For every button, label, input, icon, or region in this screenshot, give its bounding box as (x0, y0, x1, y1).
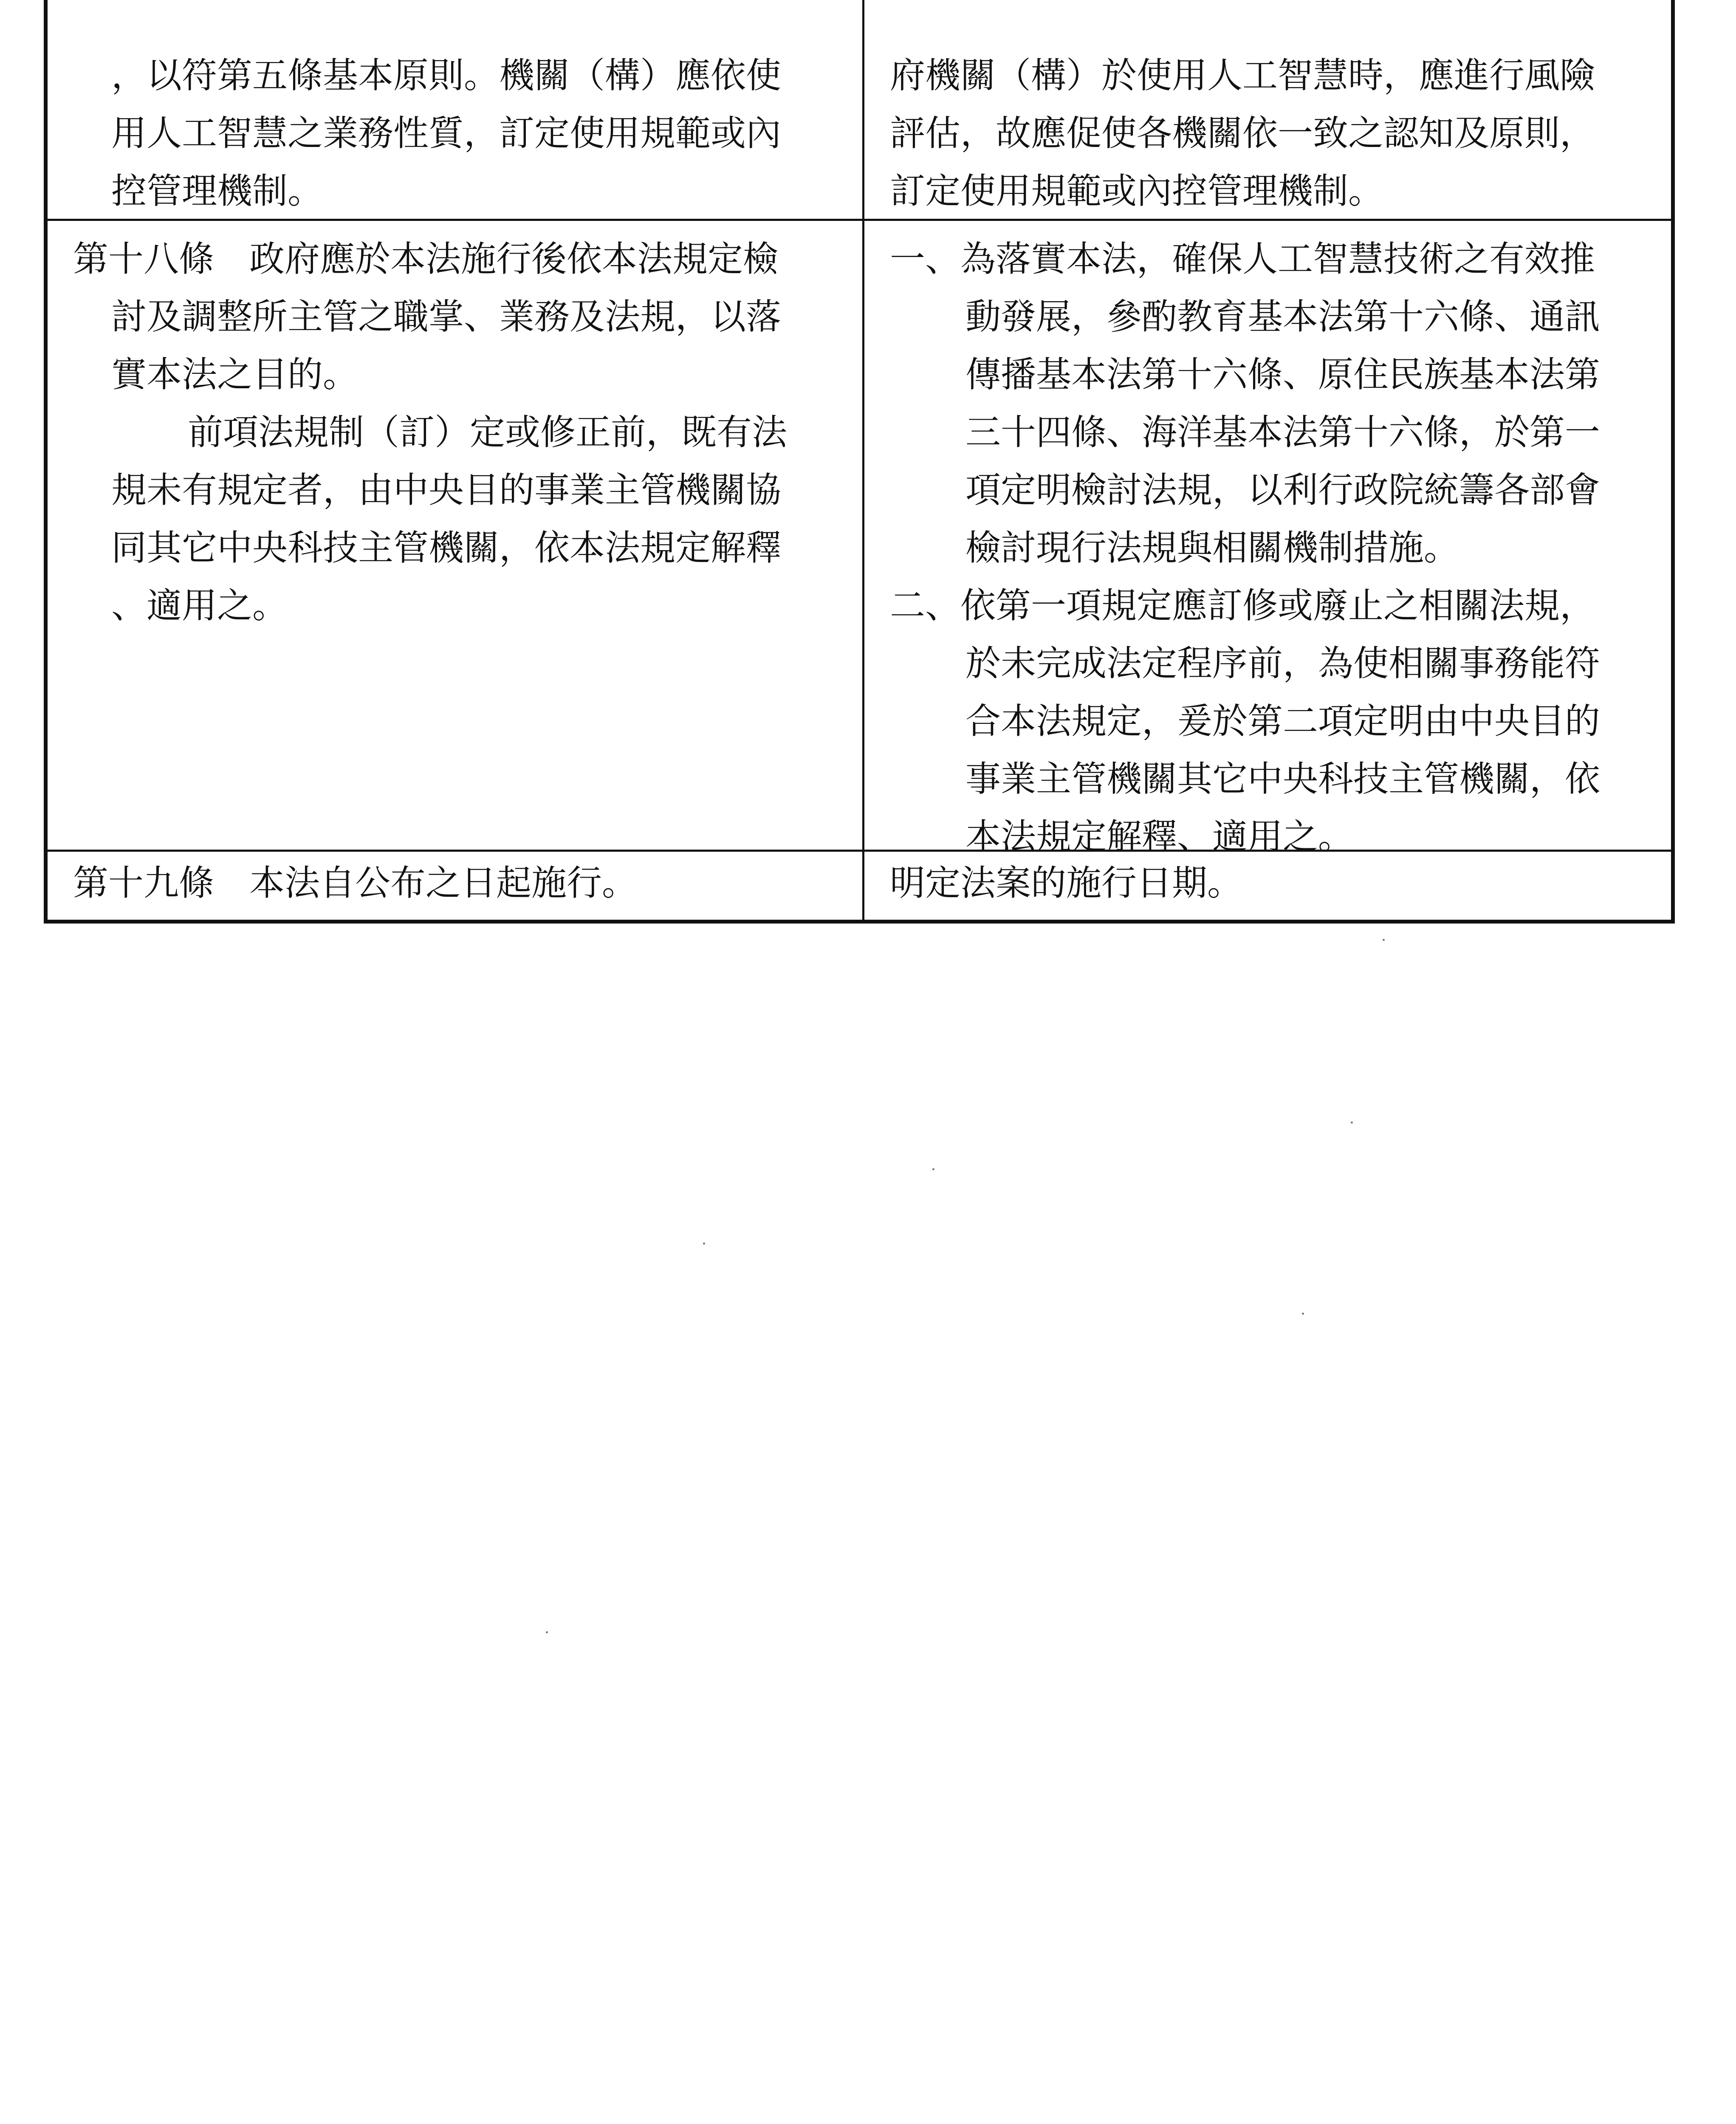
text-line: 合本法規定，爰於第二項定明由中央目的 (965, 700, 1600, 742)
text-line: 訂定使用規範或內控管理機制。 (890, 170, 1383, 212)
table-row (48, 0, 1671, 221)
text-line: 同其它中央科技主管機關，依本法規定解釋 (111, 527, 781, 568)
text-line: ，以符第五條基本原則。機關（構）應依使 (111, 55, 781, 96)
scan-speck (703, 1243, 705, 1245)
article-heading-line: 第十九條 本法自公布之日起施行。 (73, 862, 637, 904)
table-row (48, 852, 1671, 920)
explanation-cell (864, 0, 1671, 219)
text-line: 控管理機制。 (111, 170, 323, 212)
text-line: 三十四條、海洋基本法第十六條，於第一 (965, 412, 1600, 453)
scan-speck (1383, 939, 1385, 941)
article-text-cell (48, 0, 864, 219)
text-line: 項定明檢討法規，以利行政院統籌各部會 (965, 469, 1600, 511)
explanation-cell (864, 221, 1671, 857)
comparison-table (44, 0, 1675, 924)
article-text-cell (48, 852, 864, 920)
text-line: 府機關（構）於使用人工智慧時，應進行風險 (890, 55, 1595, 96)
text-line: 實本法之目的。 (111, 354, 358, 395)
text-line: 規未有規定者，由中央目的事業主管機關協 (111, 469, 781, 511)
scan-speck (932, 1168, 934, 1170)
text-line: 討及調整所主管之職掌、業務及法規，以落 (111, 296, 781, 337)
text-line: 用人工智慧之業務性質，訂定使用規範或內 (111, 113, 781, 154)
text-line: 檢討現行法規與相關機制措施。 (965, 527, 1459, 568)
text-line: 事業主管機關其它中央科技主管機關，依 (965, 758, 1600, 799)
text-line: 動發展，參酌教育基本法第十六條、通訊 (965, 296, 1600, 337)
text-line: 明定法案的施行日期。 (890, 862, 1242, 904)
text-line: 評估，故應促使各機關依一致之認知及原則， (890, 113, 1595, 154)
scan-speck (1351, 1121, 1353, 1124)
scan-speck (546, 1631, 548, 1633)
explanation-cell (864, 852, 1671, 920)
text-line: 於未完成法定程序前，為使相關事務能符 (965, 643, 1600, 684)
article-text-cell (48, 221, 864, 850)
text-line: 傳播基本法第十六條、原住民族基本法第 (965, 354, 1600, 395)
paragraph-start-line: 前項法規制（訂）定或修正前，既有法 (188, 412, 787, 453)
list-item-start-line: 一、為落實本法，確保人工智慧技術之有效推 (890, 238, 1595, 280)
list-item-start-line: 二、依第一項規定應訂修或廢止之相關法規， (890, 585, 1595, 626)
text-line: 本法規定解釋、適用之。 (965, 816, 1353, 857)
text-line: 、適用之。 (111, 585, 288, 626)
article-heading-line: 第十八條 政府應於本法施行後依本法規定檢 (73, 238, 778, 280)
table-row (48, 221, 1671, 857)
scan-speck (1302, 1313, 1304, 1315)
